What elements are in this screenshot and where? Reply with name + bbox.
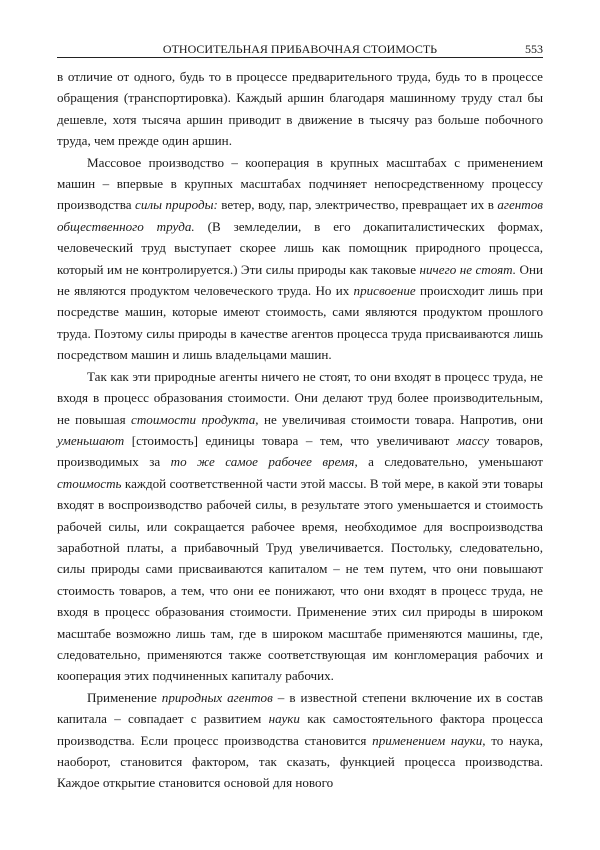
emphasis-text: стоимость <box>57 475 122 491</box>
emphasis-text: то же самое рабочее время, <box>170 454 358 470</box>
text-run: в отличие от одного, будь то в процессе предварительного труда, будь то в процессе обращения (транспортировка). Каждый аршин благодаря машинному труду стал бы дешевле, хотя тысяча аршин приводит в движение в тысячу раз больше побочного труда, чем прежде один аршин. <box>57 69 543 149</box>
text-run: Массовое производство – кооперация в крупных масштабах с применением машин – впервые в крупных масштабах подчиняет непосредственному процессу производства <box>57 154 543 213</box>
text-run: Применение <box>87 689 162 705</box>
emphasis-text: ничего не стоят. <box>419 261 517 277</box>
text-run: а следовательно, уменьшают <box>357 454 543 470</box>
emphasis-text: уменьшают <box>57 432 125 448</box>
emphasis-text: природных агентов <box>161 689 273 705</box>
page-body <box>57 66 543 794</box>
running-header <box>57 41 543 58</box>
text-run: как самостоятельного фактора процесса производства. Если процесс производства становится <box>57 711 543 748</box>
paragraph <box>57 687 543 794</box>
paragraph <box>57 366 543 687</box>
text-run: (В земледелии, в его докапиталистических формах, человеческий труд выступает скорее лишь как помощник природного процесса, который им не контролируется.) Эти силы природы как таковые <box>57 218 543 277</box>
page-number: 553 <box>525 42 543 56</box>
chapter-title: ОТНОСИТЕЛЬНАЯ ПРИБАВОЧНАЯ СТОИМОСТЬ <box>162 42 438 56</box>
paragraph <box>57 152 543 366</box>
emphasis-text: силы природы: <box>135 197 218 213</box>
text-run: ветер, воду, пар, электричество, превращает их в <box>217 197 498 213</box>
emphasis-text: науки <box>268 711 300 727</box>
emphasis-text: применением науки, <box>372 732 486 748</box>
text-run: не увеличивая стоимости товара. Напротив, они <box>258 411 543 427</box>
text-run: – в известной степени включение их в состав капитала – совпадает с развитием <box>57 689 543 727</box>
paragraph <box>57 66 543 152</box>
text-run: каждой соответственной части этой массы. В той мере, в какой эти товары входят в воспроизводство рабочей силы, в результате этого уменьшается и стоимость рабочей силы, или сокращается рабочее время, необходимое для воспроизводства заработной платы, а прибавочный Труд увеличивается. Постольку, следовательно, силы природы сами присваиваются капиталом – не тем путем, что они повышают стоимость товаров, а тем, что они ее понижают, что они входят в процесс труда, не входя в процесс образования стоимости. Применение этих сил природы в широком масштабе возможно лишь там, где в широком масштабе применяются машины, где, следовательно, применяются также соответствующая им конгломерация рабочих и кооперация этих подчиненных капиталу рабочих. <box>57 475 543 684</box>
emphasis-text: массу <box>456 432 490 448</box>
text-run: происходит лишь при посредстве машин, которые имеют стоимость, сами являются продуктом прошлого труда. Поэтому силы природы в качестве агентов процесса труда присваиваются лишь посредством машин и лишь владельцами машин. <box>57 283 543 363</box>
text-run: Они не являются продуктом человеческого труда. Но их <box>57 261 543 299</box>
emphasis-text: агентов общественного труда. <box>57 197 543 234</box>
text-run: то наука, наоборот, становится фактором, так сказать, функцией процесса производства. Каждое открытие становится основой для нового <box>57 732 543 791</box>
emphasis-text: присвоение <box>353 283 416 299</box>
text-run: товаров, производимых за <box>57 432 543 470</box>
text-run: [стоимость] единицы товара – тем, что увеличивают <box>124 432 457 448</box>
emphasis-text: стоимости продукта, <box>131 411 259 427</box>
text-run: Так как эти природные агенты ничего не стоят, то они входят в процесс труда, не входя в процесс образования стоимости. Они делают труд более производительным, не повышая <box>57 368 543 427</box>
